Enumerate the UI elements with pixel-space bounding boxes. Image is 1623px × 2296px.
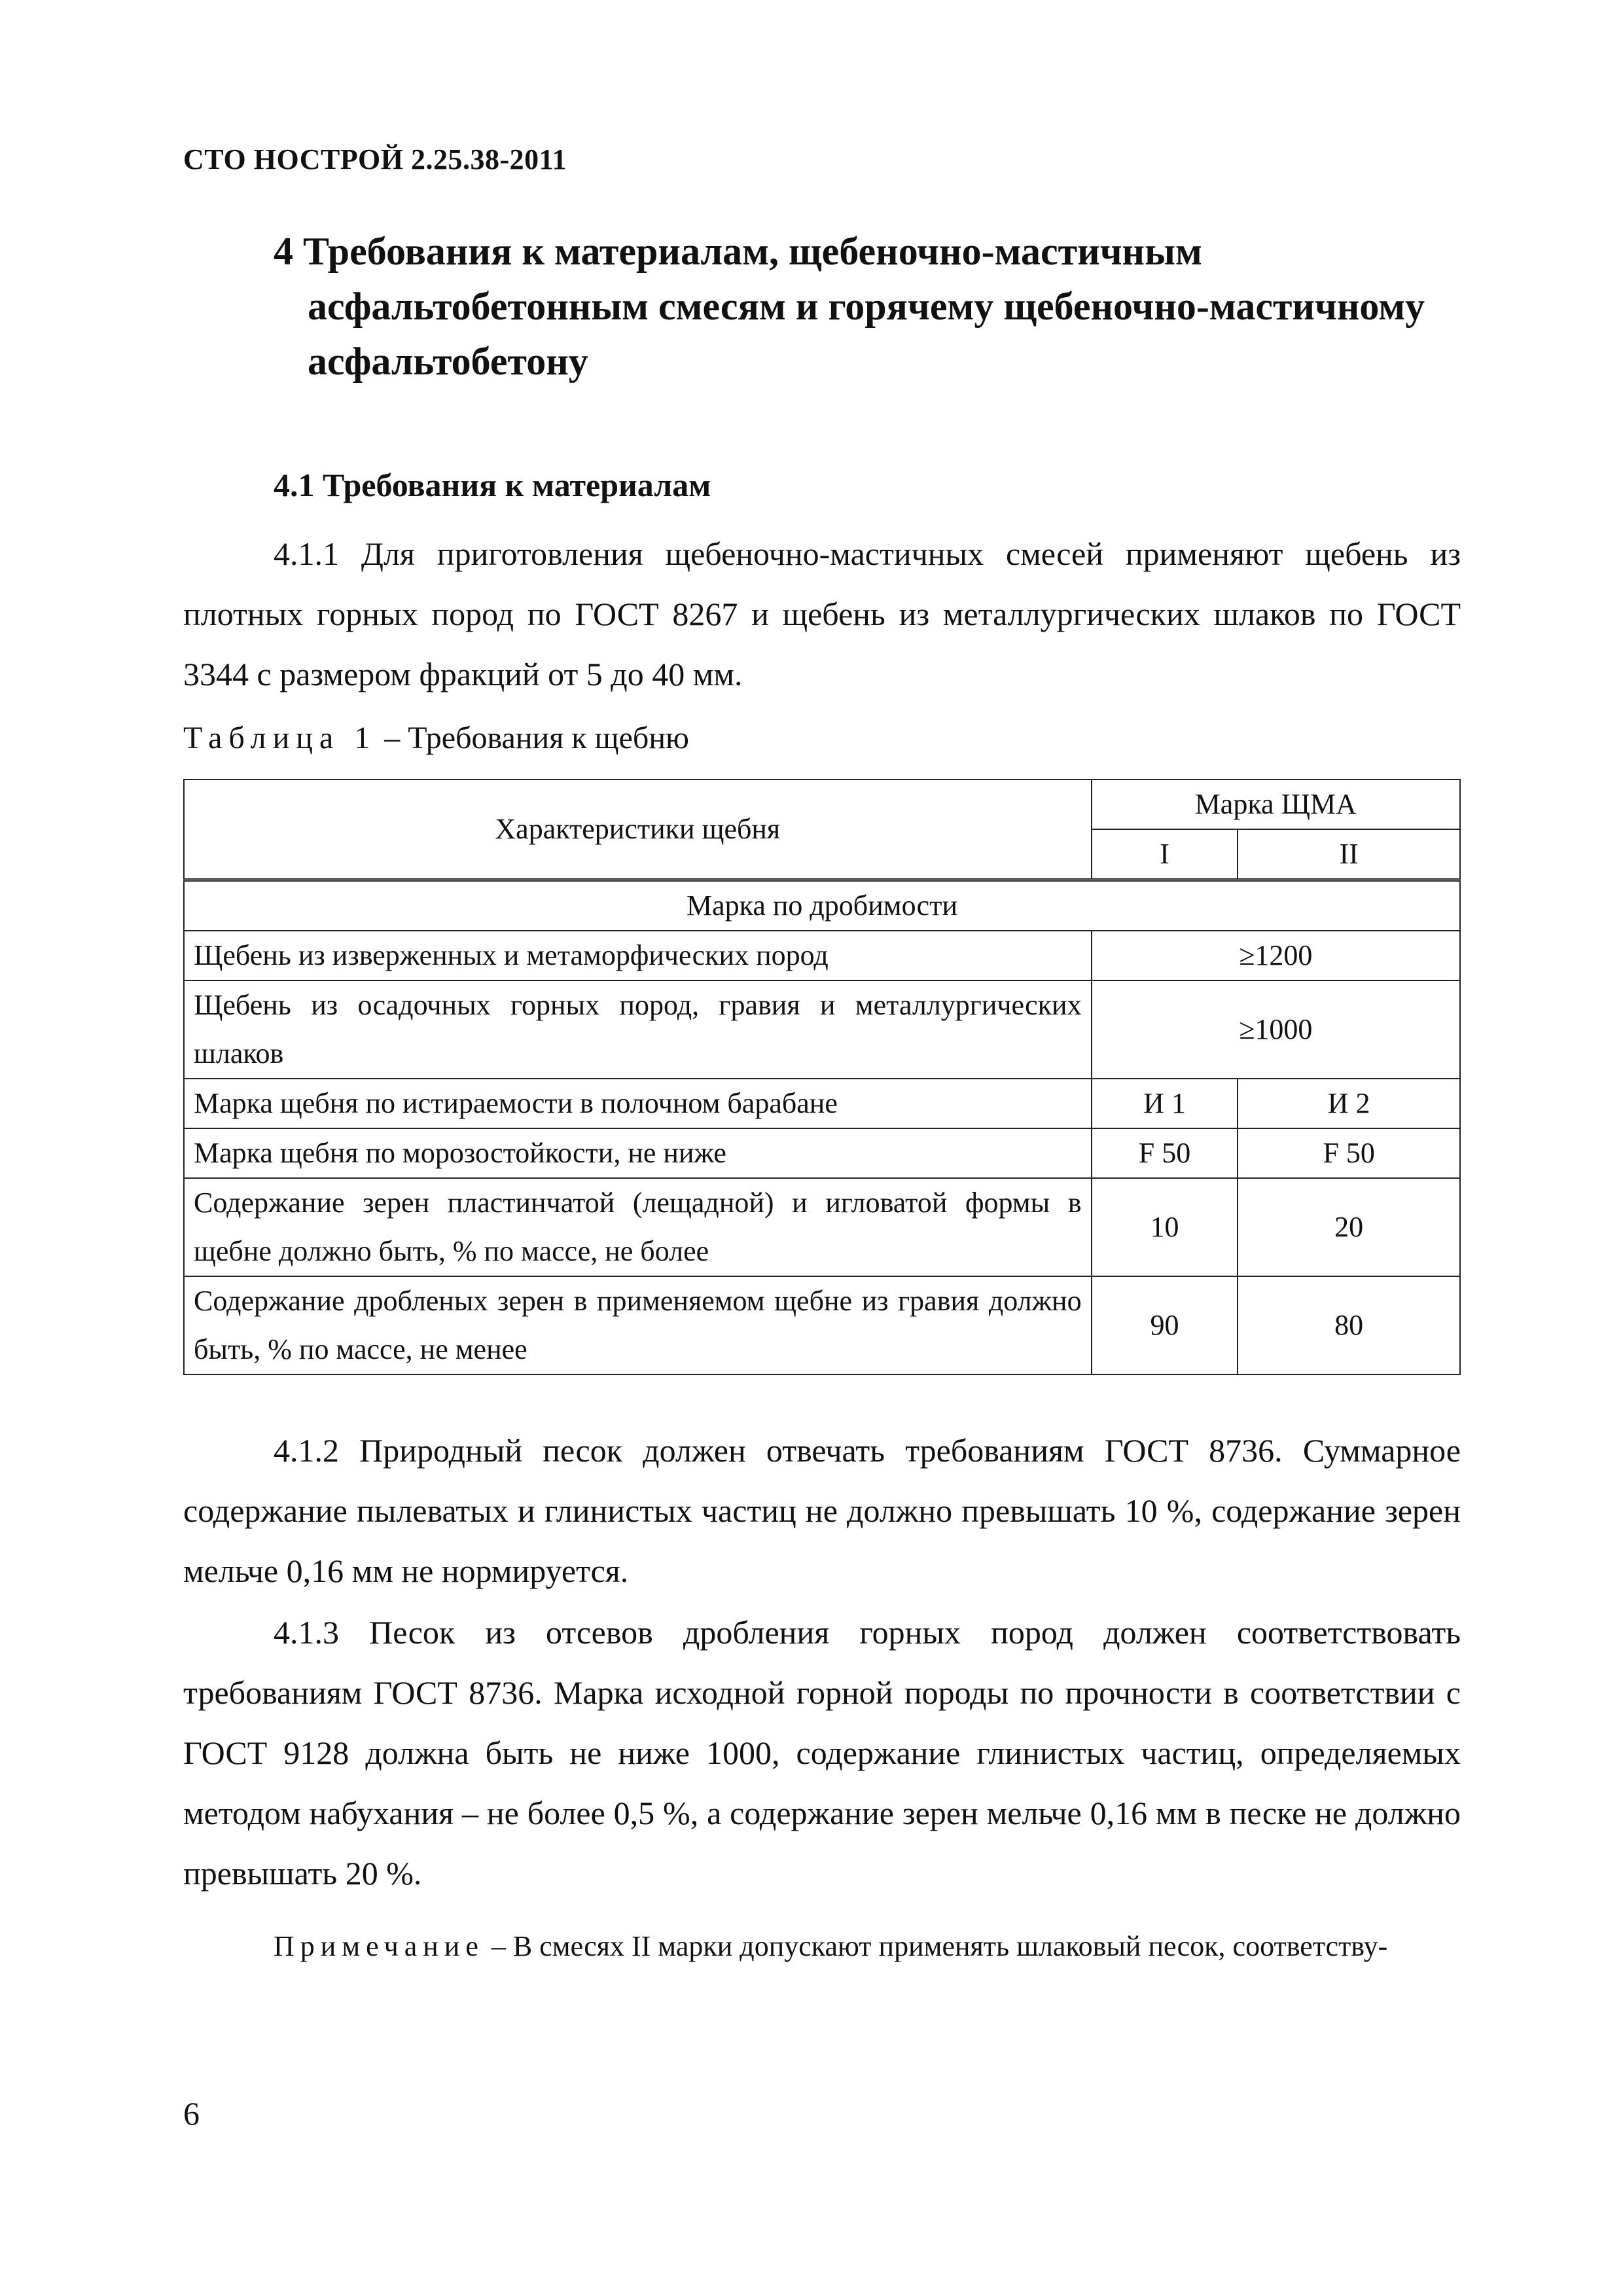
table-row bbox=[184, 931, 1460, 980]
row-label: Щебень из осадочных горных пород, гравия и металлургических шлаков bbox=[184, 980, 1092, 1079]
paragraph-4-1-3: 4.1.3 Песок из отсевов дробления горных пород должен соответствовать требованиям ГОСТ 8736. Марка исходной горной породы по прочности в соответствии с ГОСТ 9128 должна быть не ниже 1000, содержание глинистых частиц, определяемых методом набухания – не более 0,5 %, а содержание зерен мельче 0,16 мм в песке не должно превышать 20 %. bbox=[183, 1614, 1461, 1892]
table-row bbox=[184, 1178, 1460, 1276]
row-label: Марка щебня по истираемости в полочном барабане bbox=[184, 1079, 1092, 1128]
header-mark: Марка ЩМА bbox=[1092, 780, 1460, 829]
table-caption-label: Таблица 1 bbox=[183, 721, 377, 755]
row-label: Марка щебня по морозостойкости, не ниже bbox=[184, 1128, 1092, 1178]
requirements-table bbox=[183, 779, 1461, 1375]
header-characteristic: Характеристики щебня bbox=[184, 780, 1092, 880]
document-header: СТО НОСТРОЙ 2.25.38-2011 bbox=[183, 143, 567, 175]
note-text: – В смесях II марки допускают применять шлаковый песок, соответству- bbox=[484, 1930, 1388, 1962]
row-label: Содержание дробленых зерен в применяемом щебне из гравия должно быть, % по массе, не менее bbox=[184, 1276, 1092, 1374]
section-title-line-2: асфальтобетонным смесям и горячему щебеночно-мастичному bbox=[308, 285, 1425, 328]
row-value-1: 90 bbox=[1092, 1276, 1238, 1374]
table-caption bbox=[183, 720, 689, 756]
table-row bbox=[184, 980, 1460, 1079]
table-header-row bbox=[184, 780, 1460, 829]
row-value-1: 10 bbox=[1092, 1178, 1238, 1276]
paragraph-4-1-1: 4.1.1 Для приготовления щебеночно-мастичных смесей применяют щебень из плотных горных пород по ГОСТ 8267 и щебень из металлургических шлаков по ГОСТ 3344 с размером фракций от 5 до 40 мм. bbox=[183, 535, 1461, 692]
header-col-1: I bbox=[1092, 829, 1238, 880]
row-value-2: И 2 bbox=[1238, 1079, 1460, 1128]
section-title bbox=[274, 224, 1478, 389]
section-title-line-3: асфальтобетону bbox=[308, 340, 588, 383]
header-col-2: II bbox=[1238, 829, 1460, 880]
row-value-2: 80 bbox=[1238, 1276, 1460, 1374]
table-row bbox=[184, 1276, 1460, 1374]
table-caption-title: Требования к щебню bbox=[408, 721, 689, 755]
table-row bbox=[184, 1128, 1460, 1178]
table-row bbox=[184, 1079, 1460, 1128]
row-value-merged: ≥1200 bbox=[1092, 931, 1460, 980]
note bbox=[274, 1929, 1461, 1963]
page-number: 6 bbox=[183, 2095, 200, 2132]
table-section-row bbox=[184, 880, 1460, 931]
paragraph-4-1-2: 4.1.2 Природный песок должен отвечать требованиям ГОСТ 8736. Суммарное содержание пылеватых и глинистых частиц не должно превышать 10 %, содержание зерен мельче 0,16 мм не нормируется. bbox=[183, 1432, 1461, 1589]
row-value-1: И 1 bbox=[1092, 1079, 1238, 1128]
section-row-label: Марка по дробимости bbox=[184, 880, 1460, 931]
section-title-line-1: 4 Требования к материалам, щебеночно-мастичным bbox=[274, 230, 1202, 273]
row-label: Щебень из изверженных и метаморфических пород bbox=[184, 931, 1092, 980]
row-value-2: F 50 bbox=[1238, 1128, 1460, 1178]
row-value-1: F 50 bbox=[1092, 1128, 1238, 1178]
row-label: Содержание зерен пластинчатой (лещадной) и игловатой формы в щебне должно быть, % по массе, не более bbox=[184, 1178, 1092, 1276]
row-value-merged: ≥1000 bbox=[1092, 980, 1460, 1079]
table-caption-dash: – bbox=[376, 721, 408, 755]
subsection-title: 4.1 Требования к материалам bbox=[274, 467, 711, 503]
row-value-2: 20 bbox=[1238, 1178, 1460, 1276]
note-label: Примечание bbox=[274, 1930, 484, 1962]
